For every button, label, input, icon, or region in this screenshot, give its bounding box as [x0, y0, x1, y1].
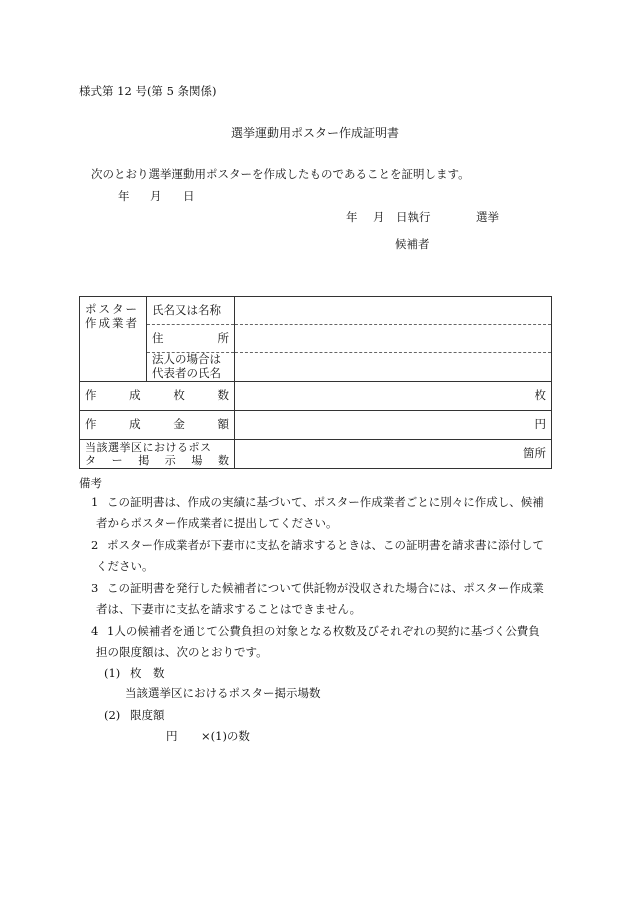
candidate-label: 候補者 — [395, 237, 430, 251]
address-label-2: 所 — [217, 330, 229, 345]
count-label-4: 数 — [217, 388, 229, 403]
election-label: 選挙 — [476, 210, 499, 224]
form-number: 様式第 12 号(第 5 条関係) — [79, 84, 217, 98]
date-day-label: 日 — [183, 189, 195, 203]
date-year-label: 年 — [118, 189, 130, 203]
name-label-cell — [147, 297, 235, 325]
places-label-cell — [80, 440, 235, 469]
count-label-1: 作 — [85, 388, 97, 403]
amount-value-cell[interactable] — [235, 411, 552, 440]
date-month-label: 月 — [150, 189, 162, 203]
rep-label-line2: 代表者の氏名 — [152, 366, 221, 380]
sub2-number: (2) — [104, 708, 121, 722]
note-1-number: 1 — [91, 495, 99, 509]
document-title: 選挙運動用ポスター作成証明書 — [231, 126, 400, 140]
address-label-cell — [147, 325, 235, 353]
amount-label-cell — [80, 411, 235, 440]
note-1-line1: この証明書は、作成の実績に基づいて、ポスター作成業者ごとに別々に作成し、候補 — [107, 495, 544, 509]
name-value-cell[interactable] — [235, 297, 552, 325]
count-label-3: 枚 — [173, 388, 185, 403]
note-2-line2: ください。 — [96, 559, 154, 573]
places-label-2-2: ー — [111, 454, 123, 467]
places-label-2-6: 数 — [217, 454, 229, 467]
note-4-line2: 担の限度額は、次のとおりです。 — [96, 645, 268, 659]
rep-label-cell — [147, 353, 235, 382]
rep-label-line1: 法人の場合は — [152, 352, 221, 367]
note-4-line1: 1人の候補者を通じて公費負担の対象となる枚数及びそれぞれの契約に基づく公費負 — [107, 624, 540, 638]
notes-heading: 備考 — [79, 476, 102, 490]
sub1-number: (1) — [104, 666, 121, 680]
places-label-2-5: 場 — [191, 454, 203, 467]
note-1-line2: 者からポスター作成業者に提出してください。 — [96, 516, 338, 530]
statement-text: 次のとおり選挙運動用ポスターを作成したものであることを証明します。 — [91, 167, 470, 181]
count-value-cell[interactable] — [235, 382, 552, 411]
places-label-2-3: 掲 — [138, 454, 150, 467]
places-label-2-4: 示 — [164, 454, 176, 467]
sub1-label: 枚 数 — [130, 666, 165, 680]
places-value-cell[interactable] — [235, 440, 552, 469]
sub2-label: 限度額 — [130, 708, 165, 722]
sub2-yen: 円 — [166, 729, 178, 743]
amount-label-1: 作 — [85, 417, 97, 432]
election-month-label: 月 — [373, 210, 385, 224]
maker-label-cell — [80, 297, 147, 382]
note-3-number: 3 — [91, 581, 99, 595]
election-year-label: 年 — [346, 210, 358, 224]
amount-label-3: 金 — [173, 417, 185, 432]
maker-label-line1: ポスター — [85, 302, 139, 316]
count-label-cell — [80, 382, 235, 411]
note-2-number: 2 — [91, 538, 99, 552]
amount-unit: 円 — [534, 417, 546, 432]
name-label: 氏名又は名称 — [152, 302, 221, 317]
note-4-number: 4 — [91, 624, 99, 638]
note-3-line1: この証明書を発行した候補者について供託物が没収された場合には、ポスター作成業 — [107, 581, 544, 595]
amount-label-4: 額 — [217, 417, 229, 432]
rep-value-cell[interactable] — [235, 353, 552, 382]
count-unit: 枚 — [534, 388, 546, 403]
sub1-body: 当該選挙区におけるポスター掲示場数 — [125, 686, 321, 700]
places-label-2-1: タ — [85, 454, 96, 467]
poster-info-table — [79, 296, 552, 469]
count-label-2: 成 — [129, 388, 141, 403]
address-value-cell[interactable] — [235, 325, 552, 353]
places-label-line1: 当該選挙区におけるポス — [85, 440, 212, 454]
amount-label-2: 成 — [129, 417, 141, 432]
note-3-line2: 者は、下妻市に支払を請求することはできません。 — [96, 602, 362, 616]
maker-label-line2: 作成業者 — [85, 315, 139, 330]
note-2-line1: ポスター作成業者が下妻市に支払を請求するときは、この証明書を請求書に添付して — [107, 538, 544, 552]
address-label-1: 住 — [152, 330, 164, 345]
places-unit: 箇所 — [523, 446, 546, 461]
election-day-exec-label: 日執行 — [396, 210, 431, 224]
sub2-formula: ×(1)の数 — [201, 729, 250, 743]
